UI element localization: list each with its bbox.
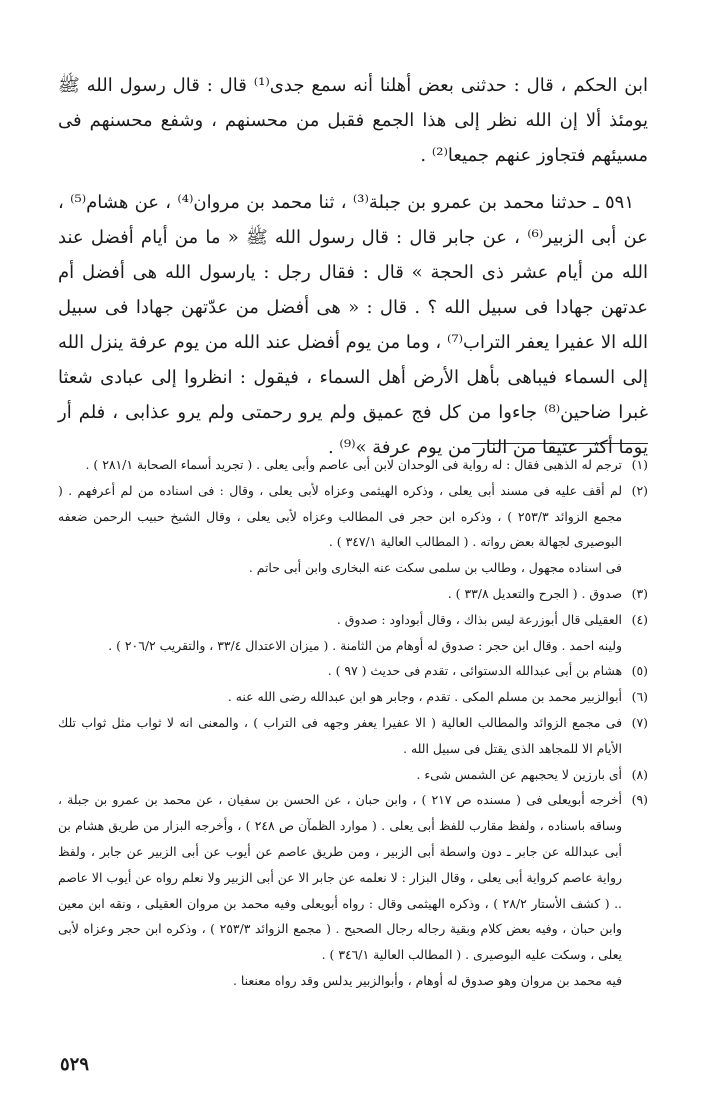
footnote-5 bbox=[58, 658, 648, 684]
footnote-number: (٦) bbox=[631, 689, 648, 705]
footnote-3 bbox=[58, 581, 648, 607]
footnote-number: (٥) bbox=[631, 663, 648, 679]
hadith-591: ٥٩١ ـ حدثنا محمد بن عمرو بن جبلة⁽³⁾ ، ثنا محمد بن مروان⁽⁴⁾ ، عن هشام⁽⁵⁾ ، عن أبى الزبير⁽⁶⁾ ، عن جابر قال : قال رسول الله ﷺ « ما من أيام أفضل عند الله من أيام عشر ذى الحجة » قال : فقال رجل : يارسول الله هى أفضل أم عدتهن جهادا فى سبيل الله ؟ . قال : « هى أفضل من عدّتهن جهادا فى سبيل الله الا عفيرا يعفر التراب⁽⁷⁾ ، وما من يوم أفضل عند الله من يوم عرفة ينزل الله إلى السماء فيباهى بأهل الأرض أهل السماء ، فيقول : انظروا إلى عبادى شعثا غبرا ضاحين⁽⁸⁾ جاءوا من كل فج عميق ولم يرو رحمتى ولم يرو عذابى ، فلم أر يوما أكثر عتيقا من النار من يوم عرفة »⁽⁹⁾ . bbox=[58, 192, 649, 458]
main-text bbox=[58, 68, 648, 477]
footnote-8 bbox=[58, 762, 648, 788]
footnote-6 bbox=[58, 684, 648, 710]
footnote-9 bbox=[58, 787, 648, 968]
footnote-text: أخرجه أبويعلى فى ( مسنده ص ٢١٧ ) ، وابن حبان ، عن الحسن بن سفيان ، عن محمد بن عمرو بن جبلة ، وساقه باسناده ، ولفظ مقارب للفظ أبى يعلى . ( موارد الظمآن ص ٢٤٨ ) ، وأخرجه البزار من طريق هشام بن أبى عبدالله عن جابر ـ دون واسطة أبى الزبير ، ومن طريق عاصم عن أيوب عن أبى الزبير عن جابر ، ولفظ رواية عاصم كرواية أبى يعلى ، وقال البزار : لا نعلمه عن جابر الا عن أبى الزبير ولا نعلم رواه عن أيوب الا عاصم .. ( كشف الأستار ٢٨/٢ ) ، وذكره الهيثمى وقال : رواه أبويعلى وفيه محمد بن مروان العقيلى ، ونقه ابن معين وابن حبان ، وفيه بعض كلام وبقية رجاله رجال الصحيح . ( مجمع الزوائد ٢٥٣/٣ ) ، وذكره ابن حجر وعزاه لأبى يعلى ، وسكت عليه البوصيرى . ( المطالب العالية ٣٤٦/١ ) . bbox=[58, 792, 622, 963]
footnote-number: (٣) bbox=[631, 585, 648, 601]
footnote-4-comment: ولينه احمد . وقال ابن حجر : صدوق له أوهام من الثامنة . ( ميزان الاعتدال ٣٣/٤ ، والتقريب ٢٠٦/٢ ) . bbox=[108, 637, 622, 653]
footnote-text: أى بارزين لا يحجبهم عن الشمس شىء . bbox=[416, 766, 622, 782]
footnote-1 bbox=[58, 452, 648, 478]
footnote-2-comment: فى اسناده مجهول ، وطالب بن سلمى سكت عنه البخارى وابن أبى حاتم . bbox=[248, 560, 622, 576]
footnote-4 bbox=[58, 607, 648, 633]
footnote-2 bbox=[58, 478, 648, 555]
footnote-text: فى مجمع الزوائد والمطالب العالية ( الا عفيرا يعفر وجهه فى التراب ) ، والمعنى انه لا ثواب مثل ثواب تلك الأيام الا للمجاهد الذى يقتل فى سبيل الله . bbox=[58, 714, 622, 756]
footnote-7 bbox=[58, 710, 648, 762]
footnotes bbox=[58, 452, 648, 994]
footnote-separator bbox=[472, 443, 648, 444]
footnote-text: صدوق . ( الجرح والتعديل ٣٣/٨ ) . bbox=[447, 585, 622, 601]
footnote-text: العقيلى قال أبوزرعة ليس بذاك ، وقال أبوداود : صدوق . bbox=[336, 611, 622, 627]
page-number: ٥٢٩ bbox=[60, 1054, 90, 1075]
footnote-number: (٧) bbox=[631, 714, 648, 730]
paragraph-continuation: ابن الحكم ، قال : حدثنى بعض أهلنا أنه سمع جدى⁽¹⁾ قال : قال رسول الله ﷺ يومئذ ألا إن الله نظر إلى هذا الجمع فقبل من محسنهم ، وشفع محسنهم فى مسيئهم فتجاوز عنهم جميعا⁽²⁾ . bbox=[58, 75, 648, 166]
footnote-number: (٤) bbox=[631, 611, 648, 627]
footnote-number: (٢) bbox=[631, 482, 648, 498]
footnote-number: (٩) bbox=[631, 792, 648, 808]
footnote-text: ترجم له الذهبى فقال : له رواية فى الوحدان لابن أبى عاصم وأبى يعلى . ( تجريد أسماء الصحابة ٢٨١/١ ) . bbox=[85, 457, 622, 472]
footnote-text: هشام بن أبى عبدالله الدستوائى ، تقدم فى حديث ( ٩٧ ) . bbox=[327, 663, 622, 679]
footnote-number: (١) bbox=[631, 457, 648, 472]
footnote-number: (٨) bbox=[631, 766, 648, 782]
footnote-text: لم أقف عليه فى مسند أبى يعلى ، وذكره الهيثمى وعزاه لأبى يعلى ، وقال : فى اسناده من لم أعرفهم . ( مجمع الزوائد ٢٥٣/٣ ) ، وذكره ابن حجر فى المطالب وعزاه لأبى يعلى ، وقال الشيخ حبيب الرحمن ضعفه البوصيرى لجهالة بعض رواته . ( المطالب العالية ٣٤٧/١ ) . bbox=[58, 482, 622, 550]
footnote-9-comment: فيه محمد بن مروان وهو صدوق له أوهام ، وأبوالزبير يدلس وقد رواه معنعنا . bbox=[233, 972, 622, 988]
footnote-text: أبوالزبير محمد بن مسلم المكى . تقدم ، وجابر هو ابن عبدالله رضى الله عنه . bbox=[227, 689, 622, 705]
